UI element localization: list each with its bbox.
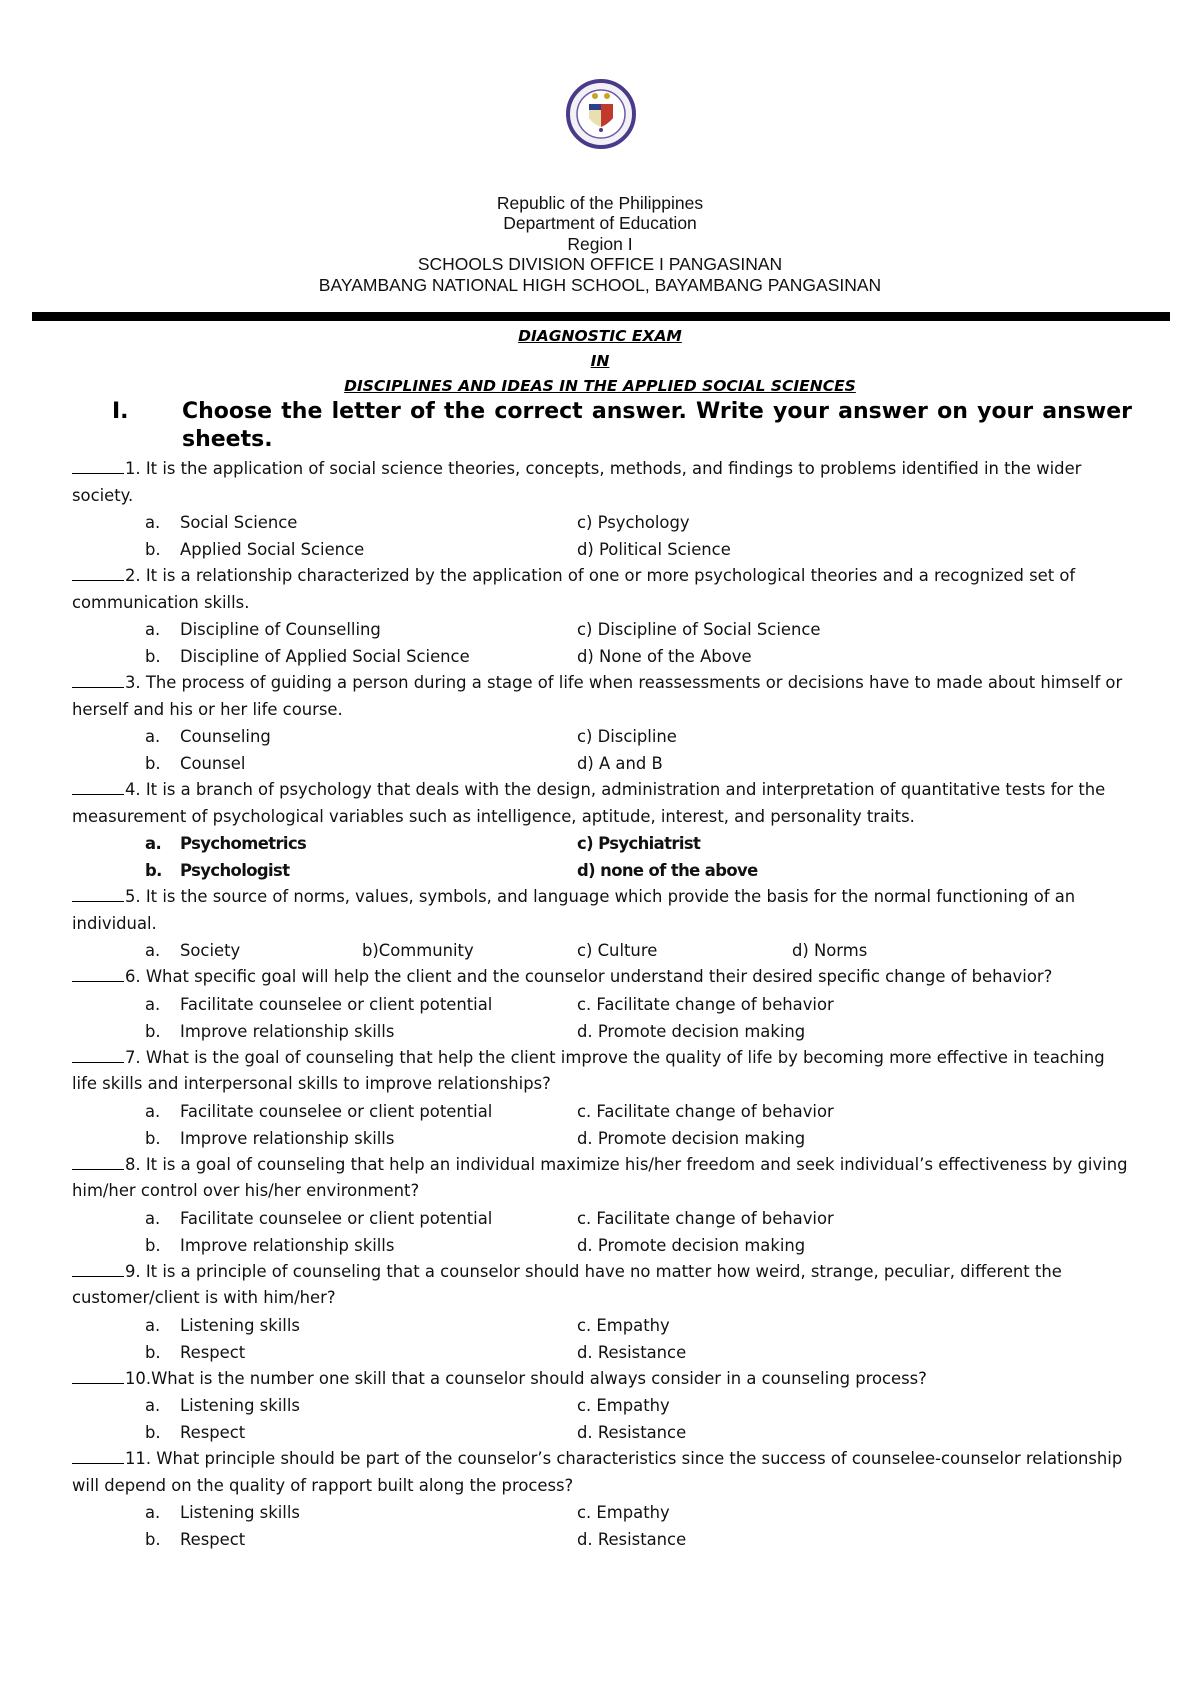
option-row: [72, 830, 1132, 857]
deped-seal-logo: [565, 78, 637, 150]
option-row: [72, 1232, 1132, 1259]
question-text: 11. What principle should be part of the counselor’s characteristics since the success of counselee-counselor relationship will depend on the quality of rapport built along the process?: [72, 1449, 1123, 1495]
option-row: [72, 991, 1132, 1018]
option-choice: Improve relationship skills: [180, 1235, 395, 1255]
question-text: 9. It is a principle of counseling that a counselor should have no matter how weird, strange, peculiar, different the customer/client is with him/her?: [72, 1261, 1062, 1307]
option-row: [72, 723, 1132, 750]
question-item: [72, 563, 1132, 670]
option-choice: Discipline of Applied Social Science: [180, 647, 470, 666]
option-row: [72, 1499, 1132, 1526]
question-text: 2. It is a relationship characterized by the application of one or more psychological theories and a recognized set of communication skills.: [72, 566, 1076, 612]
option-choice: Facilitate counselee or client potential: [180, 1101, 493, 1121]
option-letter: b.: [145, 754, 161, 773]
question-stem: [72, 1045, 1132, 1098]
option-letter: b.: [145, 1423, 161, 1442]
question-text: 10.What is the number one skill that a counselor should always consider in a counseling process?: [125, 1368, 927, 1388]
option-choice: Listening skills: [180, 1396, 300, 1415]
option-letter: a.: [145, 1208, 161, 1228]
answer-blank: [72, 456, 124, 474]
option-choice: d. Promote decision making: [577, 1235, 806, 1255]
question-item: [72, 1259, 1132, 1366]
title-line-2: IN: [590, 352, 610, 370]
header-division: SCHOOLS DIVISION OFFICE I PANGASINAN: [417, 254, 783, 275]
question-item: [72, 777, 1132, 884]
option-letter: b.: [145, 861, 162, 880]
option-choice: d. Promote decision making: [577, 1128, 806, 1148]
instruction-text: Choose the letter of the correct answer. Write your answer on your answer sheets.: [182, 399, 1132, 452]
option-choice: Listening skills: [180, 1503, 300, 1522]
option-letter: a.: [145, 620, 161, 639]
header-republic: Republic of the Philippines: [496, 193, 704, 213]
option-choice: d) A and B: [577, 754, 663, 773]
option-letter: b.: [145, 1530, 161, 1549]
question-stem: [72, 964, 1132, 991]
question-stem: [72, 884, 1132, 937]
instruction-number: I.: [112, 399, 129, 424]
option-choice: c. Facilitate change of behavior: [577, 1101, 834, 1121]
question-text: 4. It is a branch of psychology that deals with the design, administration and interpretation of quantitative tests for the measurement of psychological variables such as intelligence, aptitude, interest, and personality traits.: [72, 780, 1106, 826]
answer-blank: [72, 1366, 124, 1384]
question-stem: [72, 563, 1132, 616]
question-item: [72, 1045, 1132, 1152]
header-region: Region I: [567, 233, 633, 254]
option-choice: d. Promote decision making: [577, 1021, 806, 1041]
question-stem: [72, 1446, 1132, 1499]
option-choice: d. Resistance: [577, 1423, 687, 1442]
option-choice: c) Discipline: [577, 727, 677, 746]
question-text: 3. The process of guiding a person during a stage of life when reassessments or decisions have to made about himself or herself and his or her life course.: [72, 673, 1123, 719]
option-row: [72, 857, 1132, 884]
header-department: Department of Education: [503, 213, 697, 234]
option-row: [72, 1339, 1132, 1366]
answer-blank: [72, 1259, 124, 1277]
question-text: 6. What specific goal will help the client and the counselor understand their desired specific change of behavior?: [125, 967, 1053, 986]
exam-title: [0, 324, 1200, 399]
question-stem: [72, 456, 1132, 509]
question-stem: [72, 670, 1132, 723]
option-choice: c) Culture: [577, 941, 658, 960]
option-choice: Counseling: [180, 727, 271, 746]
option-choice: Listening skills: [180, 1315, 300, 1335]
option-choice: Facilitate counselee or client potential: [180, 994, 493, 1014]
option-choice: d) none of the above: [577, 861, 758, 880]
option-choice: Counsel: [180, 754, 246, 773]
question-list: [72, 456, 1132, 1553]
answer-blank: [72, 1045, 124, 1063]
question-item: [72, 1366, 1132, 1447]
option-choice: d) Political Science: [577, 540, 731, 559]
question-item: [72, 884, 1132, 964]
option-choice: Respect: [180, 1342, 246, 1362]
option-row: [72, 616, 1132, 643]
option-letter: b.: [145, 647, 161, 666]
answer-blank: [72, 884, 124, 902]
option-choice: Discipline of Counselling: [180, 620, 381, 639]
option-letter: a.: [145, 834, 162, 853]
answer-blank: [72, 563, 124, 581]
option-row: [72, 1526, 1132, 1553]
option-letter: a.: [145, 941, 161, 960]
option-row: [72, 1125, 1132, 1152]
answer-blank: [72, 777, 124, 795]
option-letter: a.: [145, 727, 161, 746]
option-choice: d) Norms: [792, 941, 868, 960]
question-text: 1. It is the application of social science theories, concepts, methods, and findings to problems identified in the wider society.: [72, 459, 1082, 505]
answer-blank: [72, 1446, 124, 1464]
option-row: [72, 643, 1132, 670]
question-item: [72, 456, 1132, 563]
option-letter: a.: [145, 1503, 161, 1522]
option-choice: c. Facilitate change of behavior: [577, 994, 834, 1014]
option-letter: b.: [145, 1342, 161, 1362]
option-choice: Psychometrics: [180, 834, 307, 853]
option-choice: Facilitate counselee or client potential: [180, 1208, 493, 1228]
option-choice: Improve relationship skills: [180, 1128, 395, 1148]
question-text: 5. It is the source of norms, values, symbols, and language which provide the basis for the normal functioning of an individual.: [72, 887, 1076, 933]
option-letter: b.: [145, 1235, 161, 1255]
question-item: [72, 670, 1132, 777]
option-choice: d. Resistance: [577, 1530, 687, 1549]
title-line-3: DISCIPLINES AND IDEAS IN THE APPLIED SOCIAL SCIENCES: [344, 377, 856, 395]
option-choice: c) Psychology: [577, 513, 690, 532]
option-row: [72, 1018, 1132, 1045]
title-line-1: DIAGNOSTIC EXAM: [518, 327, 682, 345]
option-row: [72, 536, 1132, 563]
option-row: [72, 1098, 1132, 1125]
option-choice: Applied Social Science: [180, 540, 365, 559]
option-choice: Respect: [180, 1530, 246, 1549]
option-choice: Psychologist: [180, 861, 290, 880]
header-school: BAYAMBANG NATIONAL HIGH SCHOOL, BAYAMBANG PANGASINAN: [318, 274, 882, 295]
option-row: [72, 750, 1132, 777]
option-letter: a.: [145, 1101, 161, 1121]
option-letter: b.: [145, 1128, 161, 1148]
answer-blank: [72, 964, 124, 982]
option-row: [72, 1205, 1132, 1232]
option-choice: Improve relationship skills: [180, 1021, 395, 1041]
option-letter: a.: [145, 513, 161, 532]
option-row: [72, 1419, 1132, 1446]
option-row: [72, 937, 1132, 964]
option-choice: Society: [180, 941, 241, 960]
option-choice: b)Community: [362, 941, 474, 960]
option-choice: c. Empathy: [577, 1396, 670, 1415]
option-letter: b.: [145, 1021, 161, 1041]
answer-blank: [72, 1152, 124, 1170]
question-item: [72, 1446, 1132, 1553]
option-choice: c) Psychiatrist: [577, 834, 701, 853]
answer-blank: [72, 670, 124, 688]
header-divider: [32, 312, 1170, 321]
option-row: [72, 509, 1132, 536]
question-text: 8. It is a goal of counseling that help an individual maximize his/her freedom and seek individual’s effectiveness by giving him/her control over his/her environment?: [72, 1154, 1128, 1200]
option-choice: c. Empathy: [577, 1503, 670, 1522]
option-choice: d) None of the Above: [577, 647, 752, 666]
option-letter: b.: [145, 540, 161, 559]
option-choice: c. Empathy: [577, 1315, 670, 1335]
option-row: [72, 1312, 1132, 1339]
option-choice: Respect: [180, 1423, 246, 1442]
option-choice: d. Resistance: [577, 1342, 687, 1362]
option-choice: Social Science: [180, 513, 298, 532]
question-text: 7. What is the goal of counseling that help the client improve the quality of life by becoming more effective in teaching life skills and interpersonal skills to improve relationships?: [72, 1047, 1105, 1093]
option-letter: a.: [145, 994, 161, 1014]
question-stem: [72, 1152, 1132, 1205]
option-letter: a.: [145, 1315, 161, 1335]
option-row: [72, 1392, 1132, 1419]
question-stem: [72, 1366, 1132, 1393]
school-header: [0, 193, 1200, 295]
question-item: [72, 1152, 1132, 1259]
question-stem: [72, 1259, 1132, 1312]
option-letter: a.: [145, 1396, 161, 1415]
option-choice: c) Discipline of Social Science: [577, 620, 821, 639]
question-stem: [72, 777, 1132, 830]
question-item: [72, 964, 1132, 1045]
option-choice: c. Facilitate change of behavior: [577, 1208, 834, 1228]
